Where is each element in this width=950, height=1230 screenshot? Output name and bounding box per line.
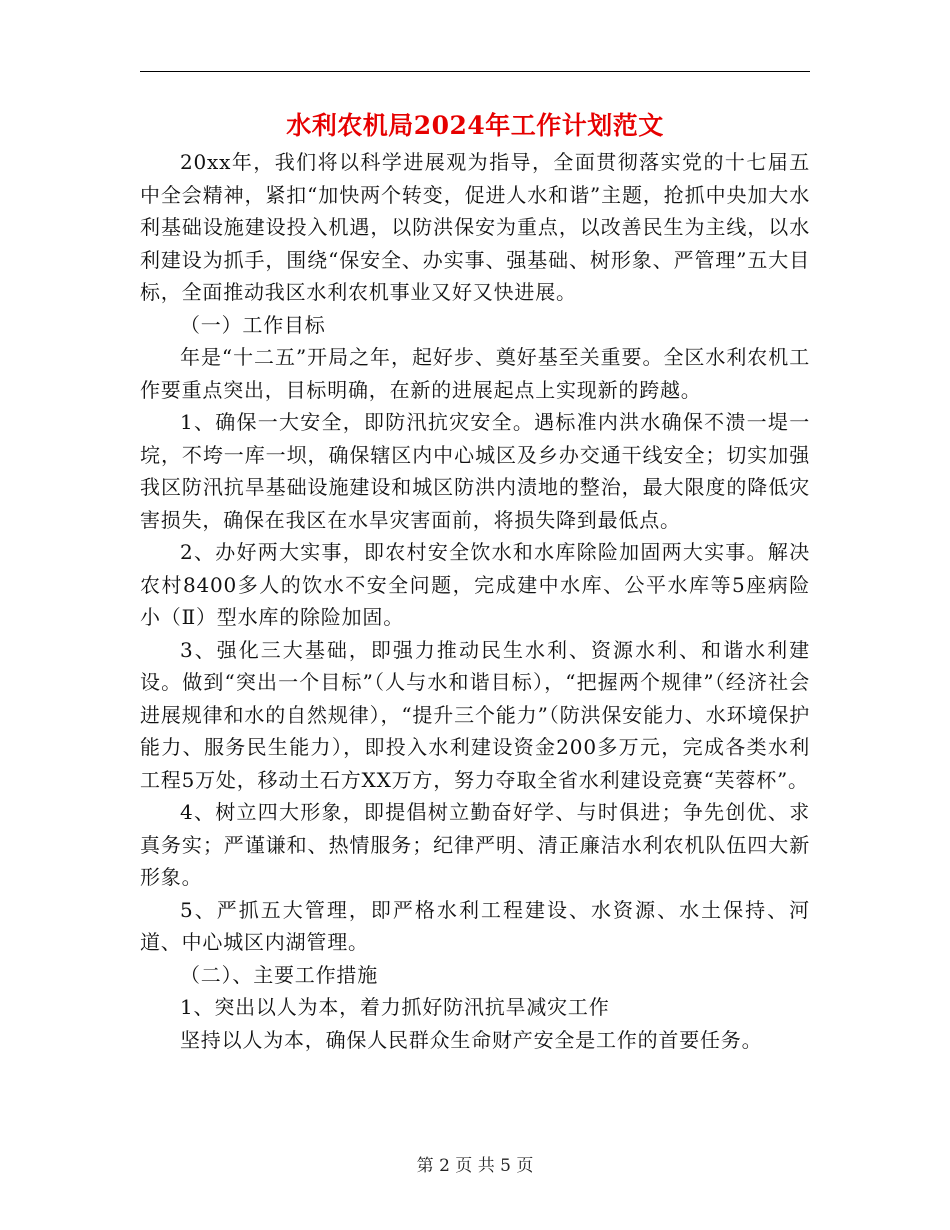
document-body [140, 146, 810, 1056]
paragraph-goal-3: 3、强化三大基础，即强力推动民生水利、资源水利、和谐水利建设。做到“突出一个目标”（人与水和谐目标），“把握两个规律”（经济社会进展规律和水的自然规律），“提升三个能力”（防洪保安能力、水环境保护能力、服务民生能力），即投入水利建设资金200多万元，完成各类水利工程5万处，移动土石方XX万方，努力夺取全省水利建设竞赛“芙蓉杯”。 [140, 637, 810, 792]
subheading-measure-1: 1、突出以人为本，着力抓好防汛抗旱减灾工作 [180, 995, 610, 1019]
document-title: 水利农机局2024年工作计划范文 [286, 111, 664, 140]
paragraph-measure-1: 坚持以人为本，确保人民群众生命财产安全是工作的首要任务。 [180, 1027, 763, 1052]
section-heading-measures: （二）、主要工作措施 [180, 962, 378, 987]
section-heading-goals: （一）工作目标 [180, 312, 326, 337]
paragraph-goal-2: 2、办好两大实事，即农村安全饮水和水库除险加固两大实事。解决农村8400多人的饮水不安全问题，完成建中水库、公平水库等5座病险小（Ⅱ）型水库的除险加固。 [140, 540, 810, 629]
page-number: 第 2 页 共 5 页 [416, 1156, 534, 1176]
paragraph-goal-1: 1、确保一大安全，即防汛抗灾安全。遇标准内洪水确保不溃一堤一垸，不垮一库一坝，确保辖区内中心城区及乡办交通干线安全；切实加强我区防汛抗旱基础设施建设和城区防洪内渍地的整治，最大限度的降低灾害损失，确保在我区在水旱灾害面前，将损失降到最低点。 [140, 410, 810, 532]
header-rule [140, 71, 810, 72]
paragraph-intro: 20xx年，我们将以科学进展观为指导，全面贯彻落实党的十七届五中全会精神，紧扣“加快两个转变，促进人水和谐”主题，抢抓中央加大水利基础设施建设投入机遇，以防洪保安为重点，以改善民生为主线，以水利建设为抓手，围绕“保安全、办实事、强基础、树形象、严管理”五大目标，全面推动我区水利农机事业又好又快进展。 [140, 150, 810, 304]
paragraph-goal-4: 4、树立四大形象，即提倡树立勤奋好学、与时俱进；争先创优、求真务实；严谨谦和、热情服务；纪律严明、清正廉洁水利农机队伍四大新形象。 [140, 800, 810, 889]
paragraph-goal-5: 5、严抓五大管理，即严格水利工程建设、水资源、水土保持、河道、中心城区内湖管理。 [140, 897, 810, 954]
paragraph-goals-intro: 年是“十二五”开局之年，起好步、奠好基至关重要。全区水利农机工作要重点突出，目标明确，在新的进展起点上实现新的跨越。 [140, 345, 810, 402]
